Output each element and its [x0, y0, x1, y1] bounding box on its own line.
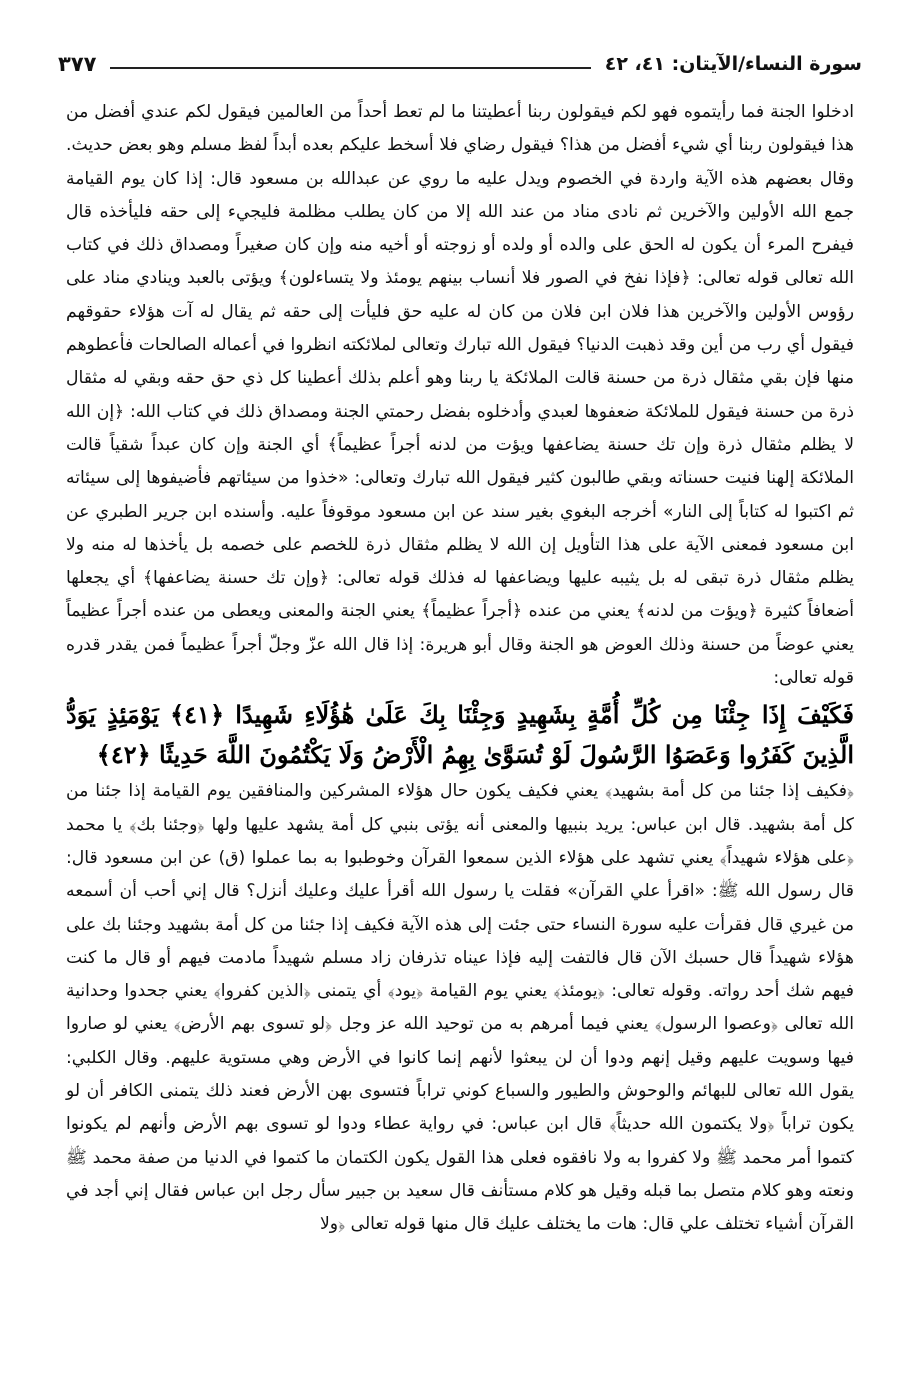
header-rule [110, 67, 590, 69]
quran-verse: فَكَيْفَ إِذَا جِئْنَا مِن كُلِّ أُمَّةٍ بِشَهِيدٍ وَجِئْنَا بِكَ عَلَىٰ هَٰؤُلَاءِ شَهِيدًا ﴿٤١﴾ يَوْمَئِذٍ يَوَدُّ الَّذِينَ كَفَرُوا وَعَصَوُا الرَّسُولَ لَوْ تُسَوَّىٰ بِهِمُ الْأَرْضُ وَلَا يَكْتُمُونَ اللَّهَ حَدِيثًا ﴿٤٢﴾ [66, 700, 854, 770]
paragraph-2: ﴿فكيف إذا جئنا من كل أمة بشهيد﴾ يعني فكيف يكون حال هؤلاء المشركين والمنافقين يوم القيامة إذا جئنا من كل أمة بشهيد. قال ابن عباس: يريد بنبيها والمعنى أنه يؤتى بنبي كل أمة يشهد عليها ولها ﴿وجئنا بك﴾ يا محمد ﴿على هؤلاء شهيداً﴾ يعني تشهد على هؤلاء الذين سمعوا القرآن وخوطبوا به بما عملوا (ق) عن ابن مسعود قال: قال رسول الله ﷺ: «اقرأ علي القرآن» فقلت يا رسول الله أقرأ عليك وعليك أنزل؟ قال إني أحب أن أسمعه من غيري قال فقرأت عليه سورة النساء حتى جئت إلى هذه الآية فكيف إذا جئنا من كل أمة بشهيد وجئنا بك على هؤلاء شهيداً قال حسبك الآن قال فالتفت إليه فإذا عيناه تذرفان زاد مسلم شهيداً مادمت فيهم أو قال ما كنت فيهم شك أحد رواته. وقوله تعالى: ﴿يومئذ﴾ يعني يوم القيامة ﴿يود﴾ أي يتمنى ﴿الذين كفروا﴾ يعني جحدوا وحدانية الله تعالى ﴿وعصوا الرسول﴾ يعني فيما أمرهم به من توحيد الله عز وجل ﴿لو تسوى بهم الأرض﴾ يعني لو صاروا فيها وسويت عليهم وقيل إنهم ودوا أن لن يبعثوا لأنهم إنما كانوا في الأرض وهي مستوية عليهم. وقال الكلبي: يقول الله تعالى للبهائم والوحوش والطيور والسباع كوني تراباً فتسوى بهن الأرض فعند ذلك يتمنى الكافر أن لو يكون تراباً ﴿ولا يكتمون الله حديثاً﴾ قال ابن عباس: في رواية عطاء ودوا لو تسوى بهم الأرض وأنهم لم يكونوا كتموا أمر محمد ﷺ ولا كفروا به ولا نافقوه فعلى هذا القول يكون الكتمان ما كتموا في الدنيا من صفة محمد ﷺ ونعته وهو كلام متصل بما قبله وقيل هو كلام مستأنف قال سعيد بن جبير سأل رجل ابن عباس فقال إني أجد في القرآن أشياء تختلف علي قال: هات ما يختلف عليك قال منها قوله تعالى ﴿ولا [66, 781, 854, 1235]
surah-title: سورة النساء/الآيتان: ٤١، ٤٢ [604, 53, 862, 75]
page-header [58, 44, 862, 84]
page-number: ٣٧٧ [58, 52, 97, 76]
paragraph-1: ادخلوا الجنة فما رأيتموه فهو لكم فيقولون ربنا أعطيتنا ما لم تعط أحداً من العالمين فيقول لكم عندي أفضل من هذا فيقولون ربنا أي شيء أفضل من هذا؟ فيقول رضاي فلا أسخط عليكم بعده أبداً لفظ مسلم وهو بعض حديث. وقال بعضهم هذه الآية واردة في الخصوم ويدل عليه ما روي عن عبدالله بن مسعود قال: إذا كان يوم القيامة جمع الله الأولين والآخرين ثم نادى مناد من عند الله إلا من كان يطلب مظلمة فليجيء إلى حقه فليأخذه قال فيفرح المرء أن يكون له الحق على والده أو ولده أو زوجته أو أخيه منه وإن كان صغيراً ومصداق ذلك في كتاب الله تعالى قوله تعالى: ﴿فإذا نفخ في الصور فلا أنساب بينهم يومئذ ولا يتساءلون﴾ ويؤتى بالعبد وينادي مناد على رؤوس الأولين والآخرين هذا فلان ابن فلان من كان له عليه حق فليأت إلى حقه ثم يقال له آت هؤلاء حقوقهم فيقول أي رب من أين وقد ذهبت الدنيا؟ فيقول الله تبارك وتعالى لملائكته انظروا في أعماله الصالحات فأعطوهم منها فإن بقي مثقال ذرة من حسنة قالت الملائكة يا ربنا وهو أعلم بذلك أعطينا كل ذي حق حقه وبقي له مثقال ذرة من حسنة فيقول للملائكة ضعفوها لعبدي وأدخلوه بفضل رحمتي الجنة ومصداق ذلك في كتاب الله: ﴿إن الله لا يظلم مثقال ذرة وإن تك حسنة يضاعفها ويؤت من لدنه أجراً عظيماً﴾ أي الجنة وإن كان عبداً شقياً قالت الملائكة إلهنا فنيت حسناته وبقي طالبون كثير فيقول الله تبارك وتعالى: «خذوا من سيئاتهم فأضيفوها إلى سيئاته ثم اكتبوا له كتاباً إلى النار» أخرجه البغوي بغير سند عن ابن مسعود موقوفاً عليه. وأسنده ابن جرير الطبري عن ابن مسعود فمعنى الآية على هذا التأويل إن الله لا يظلم مثقال ذرة للخصم على خصمه بل يأخذها له منه ولا يظلم مثقال ذرة تبقى له بل يثيبه عليها ويضاعفها له فذلك قوله تعالى: ﴿وإن تك حسنة يضاعفها﴾ أي يجعلها أضعافاً كثيرة ﴿ويؤت من لدنه﴾ يعني من عنده ﴿أجراً عظيماً﴾ يعني الجنة والمعنى ويعطى من عنده أجراً عظيماً يعني عوضاً من حسنة وذلك العوض هو الجنة وقال أبو هريرة: إذا قال الله عزّ وجلّ أجراً عظيماً فمن يقدر قدره قوله تعالى: [66, 102, 854, 689]
main-text [66, 96, 854, 1242]
